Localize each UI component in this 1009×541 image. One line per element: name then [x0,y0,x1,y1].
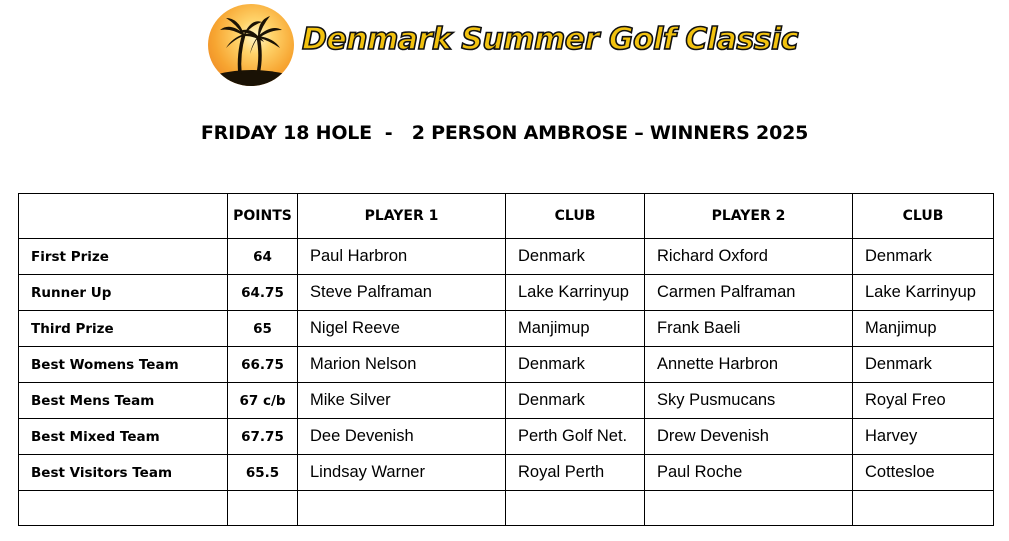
player2-cell: Sky Pusmucans [645,383,853,419]
category-cell: Best Mens Team [19,383,228,419]
category-cell: First Prize [19,239,228,275]
category-cell: Third Prize [19,311,228,347]
points-cell: 65.5 [228,455,298,491]
points-cell: 67 c/b [228,383,298,419]
club1-cell: Denmark [506,239,645,275]
player1-cell: Steve Palframan [298,275,506,311]
club1-cell: Denmark [506,383,645,419]
player2-cell: Drew Devenish [645,419,853,455]
category-cell: Runner Up [19,275,228,311]
empty-row [19,491,994,526]
header-player1: PLAYER 1 [298,194,506,239]
event-logo [208,4,798,88]
player2-cell: Frank Baeli [645,311,853,347]
club2-cell: Lake Karrinyup [853,275,994,311]
empty-cell [645,491,853,526]
player1-cell: Lindsay Warner [298,455,506,491]
club1-cell: Royal Perth [506,455,645,491]
player1-cell: Dee Devenish [298,419,506,455]
points-cell: 64 [228,239,298,275]
page-title: FRIDAY 18 HOLE - 2 PERSON AMBROSE – WINNERS 2025 [200,122,809,144]
header-club1: CLUB [506,194,645,239]
header-player2: PLAYER 2 [645,194,853,239]
player2-cell: Carmen Palframan [645,275,853,311]
club2-cell: Royal Freo [853,383,994,419]
table-row [19,275,994,311]
palm-tree-sunset-icon [208,4,294,86]
empty-cell [298,491,506,526]
player2-cell: Paul Roche [645,455,853,491]
empty-cell [228,491,298,526]
header-club2: CLUB [853,194,994,239]
winners-table [18,193,994,526]
points-cell: 67.75 [228,419,298,455]
empty-cell [506,491,645,526]
category-cell: Best Visitors Team [19,455,228,491]
club2-cell: Denmark [853,239,994,275]
header-points: POINTS [228,194,298,239]
club2-cell: Cottesloe [853,455,994,491]
points-cell: 66.75 [228,347,298,383]
player2-cell: Annette Harbron [645,347,853,383]
empty-cell [19,491,228,526]
category-cell: Best Mixed Team [19,419,228,455]
player1-cell: Paul Harbron [298,239,506,275]
table-row [19,347,994,383]
table-row [19,419,994,455]
player1-cell: Nigel Reeve [298,311,506,347]
points-cell: 65 [228,311,298,347]
category-cell: Best Womens Team [19,347,228,383]
table-header-row [19,194,994,239]
club1-cell: Denmark [506,347,645,383]
logo-text: Denmark Summer Golf Classic [302,22,799,57]
player1-cell: Mike Silver [298,383,506,419]
club1-cell: Perth Golf Net. [506,419,645,455]
points-cell: 64.75 [228,275,298,311]
table-row [19,239,994,275]
table-row [19,311,994,347]
header-category [19,194,228,239]
table-row [19,455,994,491]
table-row [19,383,994,419]
player1-cell: Marion Nelson [298,347,506,383]
club1-cell: Lake Karrinyup [506,275,645,311]
empty-cell [853,491,994,526]
club2-cell: Denmark [853,347,994,383]
club1-cell: Manjimup [506,311,645,347]
club2-cell: Manjimup [853,311,994,347]
club2-cell: Harvey [853,419,994,455]
player2-cell: Richard Oxford [645,239,853,275]
